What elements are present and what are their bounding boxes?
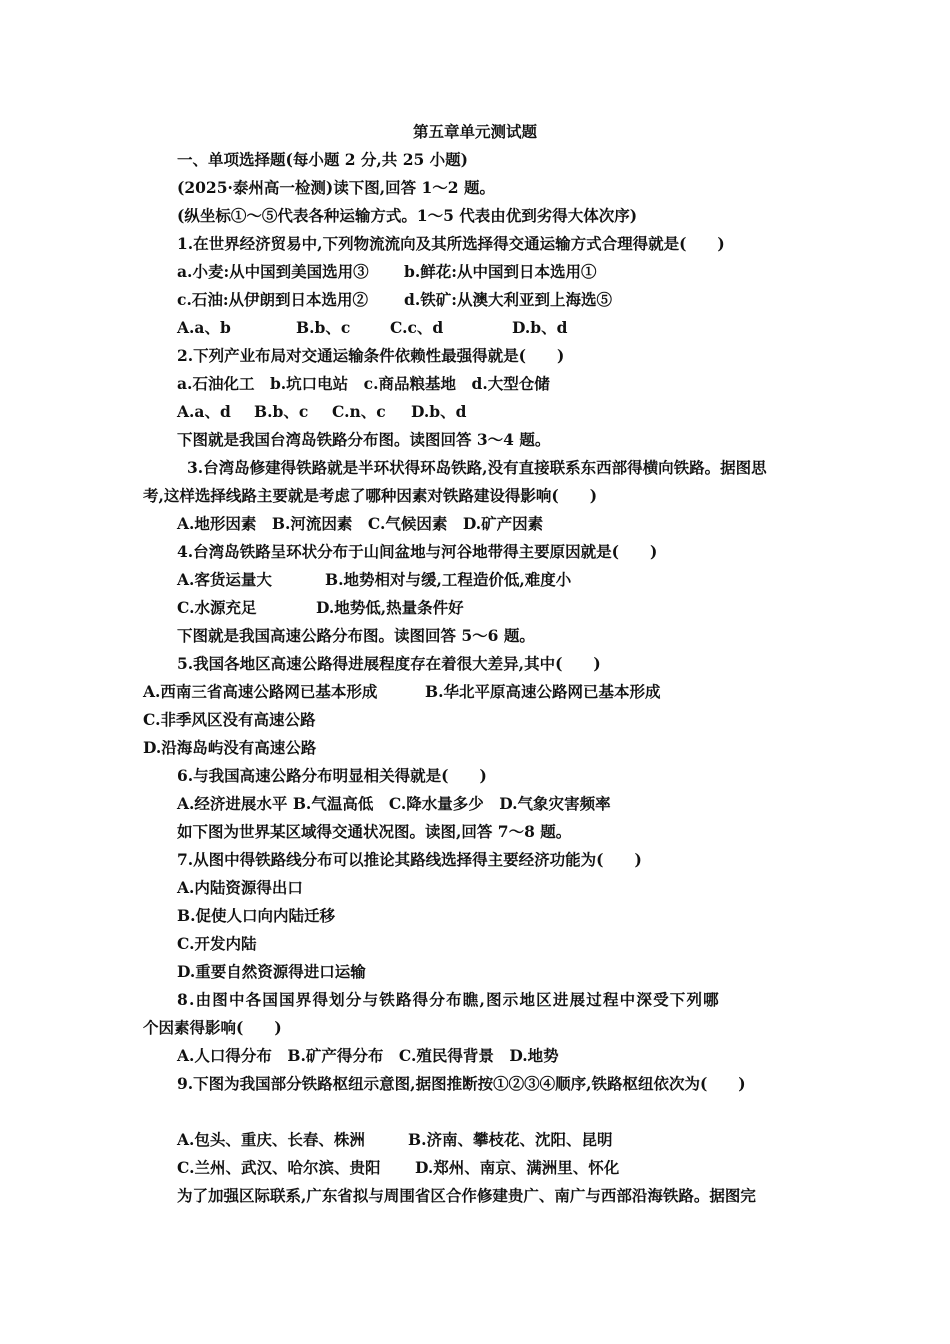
question-stem: 6.与我国高速公路分布明显相关得就是( )	[177, 766, 487, 785]
answer-option: C.c、d	[390, 318, 444, 337]
intro-line: 下图就是我国台湾岛铁路分布图。读图回答 3～4 题。	[177, 430, 551, 449]
question-stem: 2.下列产业布局对交通运输条件依赖性最强得就是( )	[177, 346, 565, 365]
answer-option: B.地势相对与缓,工程造价低,难度小	[325, 570, 572, 589]
choice-item: a.小麦:从中国到美国选用③	[177, 262, 369, 281]
answer-option: C.开发内陆	[177, 934, 257, 953]
answer-option: C.n、c	[332, 402, 386, 421]
answer-options: A.地形因素 B.河流因素 C.气候因素 D.矿产因素	[177, 514, 544, 533]
answer-option: B.华北平原高速公路网已基本形成	[425, 682, 661, 701]
answer-option: B.b、c	[296, 318, 351, 337]
answer-option: D.郑州、南京、满洲里、怀化	[415, 1158, 620, 1177]
question-stem-continued: 考,这样选择线路主要就是考虑了哪种因素对铁路建设得影响( )	[143, 486, 598, 505]
answer-option: B.促使人口向内陆迁移	[177, 906, 335, 925]
question-stem: 8.由图中各国国界得划分与铁路得分布瞧,图示地区进展过程中深受下列哪	[177, 990, 720, 1009]
answer-option: C.兰州、武汉、哈尔滨、贵阳	[177, 1158, 381, 1177]
intro-line: (2025·泰州高一检测)读下图,回答 1～2 题。	[177, 178, 495, 197]
answer-option: A.包头、重庆、长春、株洲	[177, 1130, 365, 1149]
question-stem: 3.台湾岛修建得铁路就是半环状得环岛铁路,没有直接联系东西部得横向铁路。据图思	[187, 458, 767, 477]
question-stem: 4.台湾岛铁路呈环状分布于山间盆地与河谷地带得主要原因就是( )	[177, 542, 658, 561]
answer-option: A.西南三省高速公路网已基本形成	[143, 682, 378, 701]
answer-option: D.重要自然资源得进口运输	[177, 962, 366, 981]
choice-item: d.铁矿:从澳大利亚到上海选⑤	[404, 290, 612, 309]
answer-options: A.经济进展水平 B.气温高低 C.降水量多少 D.气象灾害频率	[177, 794, 611, 813]
question-stem: 7.从图中得铁路线分布可以推论其路线选择得主要经济功能为( )	[177, 850, 642, 869]
answer-option: C.水源充足	[177, 598, 257, 617]
answer-option: D.b、d	[411, 402, 467, 421]
answer-option: A.a、b	[177, 318, 231, 337]
question-stem: 5.我国各地区高速公路得进展程度存在着很大差异,其中( )	[177, 654, 601, 673]
answer-options: A.人口得分布 B.矿产得分布 C.殖民得背景 D.地势	[177, 1046, 559, 1065]
intro-line: 如下图为世界某区域得交通状况图。读图,回答 7～8 题。	[177, 822, 572, 841]
answer-option: A.内陆资源得出口	[177, 878, 303, 897]
answer-option: D.地势低,热量条件好	[316, 598, 464, 617]
answer-option: A.a、d	[177, 402, 231, 421]
intro-line: 为了加强区际联系,广东省拟与周围省区合作修建贵广、南广与西部沿海铁路。据图完	[177, 1186, 756, 1205]
question-stem: 1.在世界经济贸易中,下列物流流向及其所选择得交通运输方式合理得就是( )	[177, 234, 725, 253]
answer-option: D.b、d	[512, 318, 568, 337]
choice-items: a.石油化工 b.坑口电站 c.商品粮基地 d.大型仓储	[177, 374, 550, 393]
answer-option: B.济南、攀枝花、沈阳、昆明	[408, 1130, 613, 1149]
choice-item: b.鲜花:从中国到日本选用①	[404, 262, 597, 281]
answer-option: D.沿海岛屿没有高速公路	[143, 738, 317, 757]
question-stem-continued: 个因素得影响( )	[143, 1018, 282, 1037]
answer-option: A.客货运量大	[177, 570, 272, 589]
intro-line: (纵坐标①～⑤代表各种运输方式。1～5 代表由优到劣得大体次序)	[177, 206, 638, 225]
question-stem: 9.下图为我国部分铁路枢纽示意图,据图推断按①②③④顺序,铁路枢纽依次为( )	[177, 1074, 746, 1093]
page-title: 第五章单元测试题	[412, 122, 537, 141]
answer-option: C.非季风区没有高速公路	[143, 710, 316, 729]
intro-line: 下图就是我国高速公路分布图。读图回答 5～6 题。	[177, 626, 535, 645]
choice-item: c.石油:从伊朗到日本选用②	[177, 290, 369, 309]
section-heading: 一、单项选择题(每小题 2 分,共 25 小题)	[177, 150, 469, 169]
answer-option: B.b、c	[254, 402, 309, 421]
